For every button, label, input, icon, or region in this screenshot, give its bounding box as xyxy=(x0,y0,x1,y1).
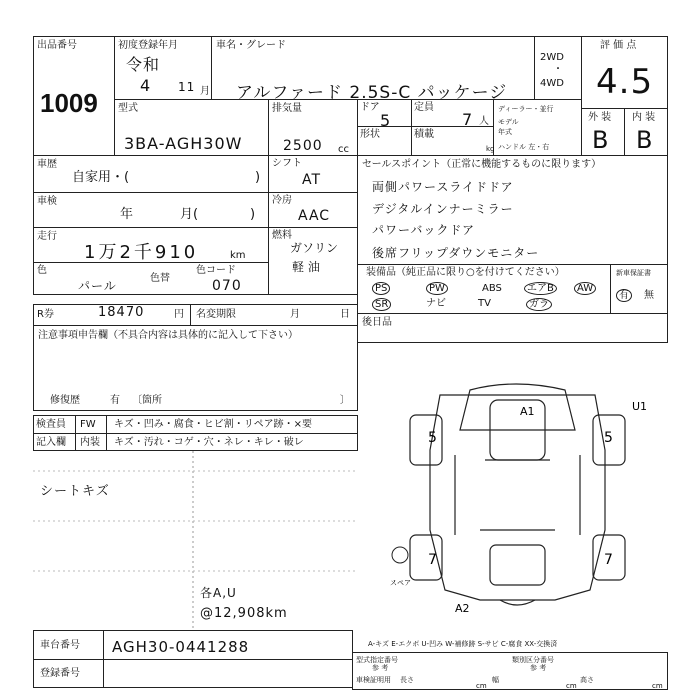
aircon-value: AAC xyxy=(298,208,331,224)
color-label: 色 xyxy=(37,265,47,276)
recorder-label: 記入欄 xyxy=(36,437,66,448)
mileage-unit: km xyxy=(230,250,246,261)
doors-label: ドア xyxy=(360,102,380,113)
int-label: 内装 xyxy=(80,437,100,448)
inspection-box xyxy=(33,192,269,228)
fuel-label: 燃料 xyxy=(272,230,292,241)
cert-cm-2: cm xyxy=(566,682,577,690)
color-code: 070 xyxy=(212,278,242,294)
capacity-value: 7 xyxy=(462,110,474,129)
load-handle: ハンドル 左・右 xyxy=(498,143,550,151)
drive-4wd: 4WD xyxy=(540,78,564,89)
history-label: 車歴 xyxy=(37,159,57,170)
checker-label: 検査員 xyxy=(36,419,66,430)
history-close: ) xyxy=(255,170,261,185)
inspection-year: 年 xyxy=(120,207,134,222)
score-int: B xyxy=(636,126,654,154)
checker-mid xyxy=(33,433,358,434)
repair-label: 修復歴 xyxy=(50,395,80,406)
shift-value: AT xyxy=(302,172,322,188)
r-ticket-value: 18470 xyxy=(98,305,145,320)
displacement-unit: cc xyxy=(338,144,349,155)
equip-tv: TV xyxy=(478,298,491,309)
cert-ref-2: 参 考 xyxy=(530,664,547,672)
cert-cm-3: cm xyxy=(652,682,663,690)
warranty-none: 無 xyxy=(644,290,654,301)
name-change-label: 名変期限 xyxy=(196,309,236,320)
lot-label: 出品番号 xyxy=(37,40,77,51)
cert-label: 車検証明用 xyxy=(356,676,391,684)
diagram-a1: A1 xyxy=(520,405,535,418)
body-shape-label: 形状 xyxy=(360,129,380,140)
car-damage-diagram xyxy=(360,360,670,620)
cert-cm-1: cm xyxy=(476,682,487,690)
cert-class-label: 類別区分番号 xyxy=(512,656,554,664)
dealer-year-model: 年式 xyxy=(498,128,512,136)
equipment-label: 装備品（純正品に限り○を付けてください） xyxy=(366,267,565,278)
diagram-spare: スペア xyxy=(390,579,411,587)
r-ticket-label: R券 xyxy=(37,309,54,320)
history-box xyxy=(33,155,269,193)
chassis-label: 車台番号 xyxy=(40,640,80,651)
checker-vline xyxy=(75,415,76,451)
color-value: パール xyxy=(78,279,117,293)
score-mid-divider xyxy=(624,108,625,156)
score-value: 4.5 xyxy=(596,62,654,102)
fuel-value1: ガソリン xyxy=(290,241,339,255)
note-line-2: 各A,U xyxy=(200,586,237,600)
load-label: 積載 xyxy=(414,129,434,140)
diagram-left5: 5 xyxy=(428,430,437,446)
registration-year: 4 xyxy=(140,76,152,95)
int-text: キズ・汚れ・コゲ・穴・ネレ・キレ・破レ xyxy=(114,437,304,448)
lot-number: 1009 xyxy=(40,88,98,118)
sales-line-2: デジタルインナーミラー xyxy=(372,202,514,216)
equip-sr: SR xyxy=(372,298,391,311)
diagram-u1: U1 xyxy=(632,400,648,413)
notes-grid xyxy=(33,451,358,631)
equip-airbag: エアB xyxy=(524,282,557,295)
note-line-1: シートキズ xyxy=(40,484,110,499)
registration-month-unit: 月 xyxy=(200,86,210,97)
score-ext: B xyxy=(592,126,610,154)
chassis-value: AGH30-0441288 xyxy=(112,638,250,656)
mileage-value: 1万2千910 xyxy=(84,242,199,263)
capacity-label: 定員 xyxy=(414,102,434,113)
registration-era: 令和 xyxy=(126,55,161,74)
color-code-label: 色コード xyxy=(196,265,236,276)
fuel-value2: 軽 油 xyxy=(292,260,320,274)
repair-place: 〔箇所 xyxy=(132,395,162,406)
rear-label: 後日品 xyxy=(362,317,392,328)
fw-label: FW xyxy=(80,419,96,430)
certificate-box xyxy=(352,652,668,690)
car-name-label: 車名・グレード xyxy=(216,40,286,51)
capacity-unit: 人 xyxy=(479,116,489,127)
equip-aw: AW xyxy=(574,282,596,295)
model-value: 3BA-AGH30W xyxy=(124,134,243,153)
equip-navi: ナビ xyxy=(426,298,446,309)
checker-vline2 xyxy=(106,415,107,451)
displacement-value: 2500 xyxy=(283,138,323,154)
cert-length: 長さ xyxy=(400,676,414,684)
sales-line-4: 後席フリップダウンモニター xyxy=(372,246,540,260)
warranty-label: 新車保証書 xyxy=(616,269,651,277)
sales-label: セールスポイント（正常に機能するものに限ります） xyxy=(362,159,602,170)
sales-line-3: パワーバックドア xyxy=(372,223,476,237)
doors-value: 5 xyxy=(380,111,392,130)
name-change-month: 月 xyxy=(290,309,300,320)
car-name-value: アルファード 2.5S-C パッケージ xyxy=(236,83,508,103)
mileage-label: 走行 xyxy=(37,231,57,242)
score-label: 評 価 点 xyxy=(600,40,637,51)
diagram-right5: 5 xyxy=(604,430,613,446)
inspection-month: 月( xyxy=(180,207,199,222)
diagram-right7: 7 xyxy=(604,552,613,568)
notice-label: 注意事項申告欄（不具合内容は具体的に記入して下さい） xyxy=(38,330,298,341)
sales-line-1: 両側パワースライドドア xyxy=(372,180,514,194)
registration-month: 11 xyxy=(178,80,196,94)
reg-number-box xyxy=(33,659,353,688)
diagram-a2: A2 xyxy=(455,602,470,615)
cert-ref-1: 参 考 xyxy=(372,664,389,672)
damage-legend: A-キズ E-エクボ U-凹み W-補修跡 S-サビ C-腐食 XX-交換済 xyxy=(368,640,558,648)
name-change-day: 日 xyxy=(340,309,350,320)
drive-dot: ・ xyxy=(553,64,563,75)
cert-height: 高さ xyxy=(580,676,594,684)
inspection-label: 車検 xyxy=(37,196,57,207)
dealer-model-year: モデル xyxy=(498,118,519,126)
equip-glass: ガラ xyxy=(526,298,552,311)
reg-number-label: 登録番号 xyxy=(40,668,80,679)
repair-close: 〕 xyxy=(340,395,350,406)
rear-box xyxy=(357,313,668,343)
cert-type-label: 型式指定番号 xyxy=(356,656,398,664)
fw-text: キズ・凹み・腐食・ヒビ割・リペア跡・×要 xyxy=(114,419,312,430)
shift-label: シフト xyxy=(272,158,302,169)
equip-abs: ABS xyxy=(482,283,502,294)
score-ext-label: 外 装 xyxy=(588,112,612,123)
score-int-label: 内 装 xyxy=(632,112,656,123)
dealer-label: ディーラー・並行 xyxy=(498,105,554,113)
equip-ps: PS xyxy=(372,282,390,295)
aircon-label: 冷房 xyxy=(272,195,292,206)
registration-label: 初度登録年月 xyxy=(118,40,178,51)
drive-2wd: 2WD xyxy=(540,52,564,63)
load-unit: kg xyxy=(486,145,495,153)
displacement-label: 排気量 xyxy=(272,103,302,114)
r-ticket-unit: 円 xyxy=(174,309,184,320)
note-line-3: @12,908km xyxy=(200,606,288,621)
model-label: 型式 xyxy=(118,103,138,114)
color-change-label: 色替 xyxy=(150,273,170,284)
history-value: 自家用・( xyxy=(72,170,130,185)
inspection-close: ) xyxy=(250,207,256,222)
repair-value: 有 xyxy=(110,395,120,406)
warranty-has: 有 xyxy=(616,289,632,302)
equip-pw: PW xyxy=(426,282,448,295)
diagram-left7: 7 xyxy=(428,552,437,568)
cert-width: 幅 xyxy=(492,676,499,684)
